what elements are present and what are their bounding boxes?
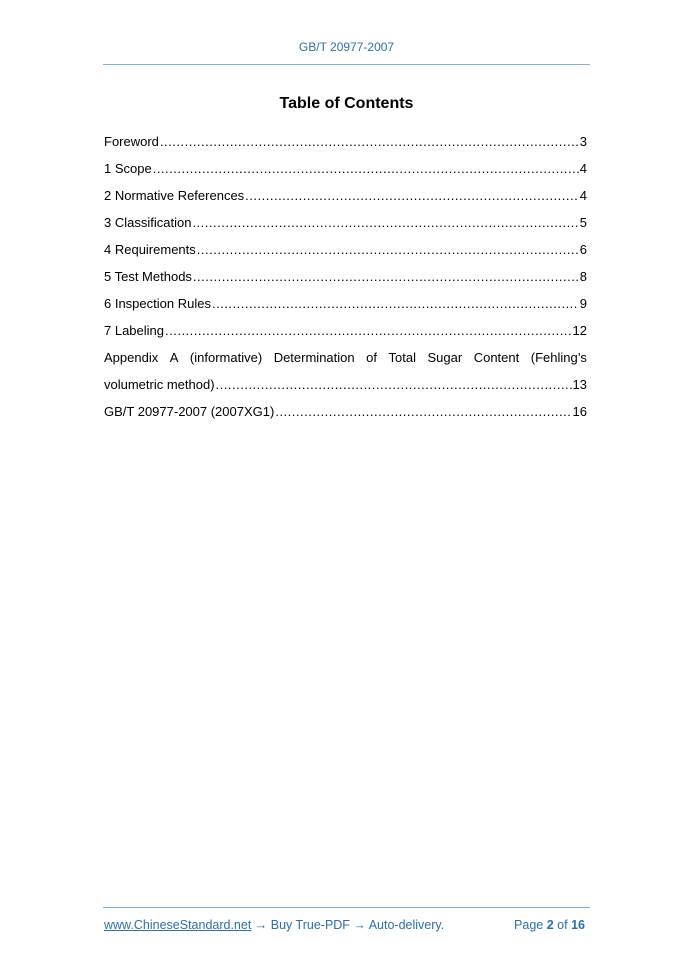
toc-entry-classification[interactable] — [104, 209, 587, 236]
toc-entry-page: 8 — [579, 269, 587, 284]
toc-word: Determination — [273, 350, 355, 365]
toc-dot-leader — [153, 155, 579, 182]
toc-entry-scope[interactable] — [104, 155, 587, 182]
toc-entry-amendment[interactable] — [104, 398, 587, 425]
toc-entry-title: 7 Labeling — [104, 323, 164, 338]
toc-entry-appendix-a[interactable] — [104, 371, 587, 398]
toc-word: Appendix — [104, 350, 159, 365]
footer-promo — [104, 918, 444, 932]
toc-entry-page: 6 — [579, 242, 587, 257]
toc-word: A — [169, 350, 179, 365]
toc-entry-page: 12 — [572, 323, 587, 338]
toc-entry-normative-references[interactable] — [104, 182, 587, 209]
toc-entry-labeling[interactable] — [104, 317, 587, 344]
toc-dot-leader — [160, 128, 579, 155]
header-divider — [103, 64, 590, 65]
toc-word: (Fehling’s — [530, 350, 587, 365]
toc-word: Content — [473, 350, 520, 365]
toc-dot-leader — [212, 290, 579, 317]
toc-entry-page: 3 — [579, 134, 587, 149]
toc-entry-title: volumetric method) — [104, 377, 215, 392]
toc-entry-title: Foreword — [104, 134, 159, 149]
toc-entry-title: 2 Normative References — [104, 188, 245, 203]
website-link[interactable]: www.ChineseStandard.net — [104, 918, 252, 932]
toc-entry-page: 4 — [579, 161, 587, 176]
toc-dot-leader — [216, 371, 572, 398]
toc-dot-leader — [245, 182, 579, 209]
page-current: 2 — [546, 918, 554, 932]
toc-entry-page: 5 — [579, 215, 587, 230]
toc-entry-title: 1 Scope — [104, 161, 152, 176]
toc-word: (informative) — [189, 350, 263, 365]
toc-entry-title: 4 Requirements — [104, 242, 196, 257]
footer-promo-text: → Buy True-PDF → Auto-delivery. — [251, 918, 445, 932]
running-header: GB/T 20977-2007 — [298, 40, 395, 54]
page-total: 16 — [571, 918, 585, 932]
toc-word: Total — [388, 350, 416, 365]
toc-dot-leader — [193, 263, 579, 290]
toc-entry-appendix-a-line1[interactable] — [104, 344, 587, 371]
toc-entry-page: 4 — [579, 188, 587, 203]
page-label: Page — [514, 918, 544, 932]
page-indicator — [514, 918, 585, 932]
page-of: of — [557, 918, 568, 932]
toc-entry-title: 3 Classification — [104, 215, 192, 230]
toc-entry-title: 6 Inspection Rules — [104, 296, 211, 311]
toc-dot-leader — [165, 317, 572, 344]
toc-dot-leader — [275, 398, 571, 425]
toc-word: of — [366, 350, 377, 365]
toc-word: Sugar — [427, 350, 463, 365]
toc-entry-page: 13 — [572, 377, 587, 392]
toc-entry-page: 9 — [579, 296, 587, 311]
toc-entry-test-methods[interactable] — [104, 263, 587, 290]
toc-dot-leader — [192, 209, 578, 236]
toc-entry-requirements[interactable] — [104, 236, 587, 263]
toc-entry-title: GB/T 20977-2007 (2007XG1) — [104, 404, 275, 419]
toc-entry-page: 16 — [572, 404, 587, 419]
toc-entry-foreword[interactable] — [104, 128, 587, 155]
footer-divider — [103, 907, 590, 908]
table-of-contents — [104, 128, 587, 425]
toc-dot-leader — [197, 236, 579, 263]
toc-heading: Table of Contents — [279, 95, 414, 112]
toc-entry-title: 5 Test Methods — [104, 269, 192, 284]
toc-entry-inspection-rules[interactable] — [104, 290, 587, 317]
